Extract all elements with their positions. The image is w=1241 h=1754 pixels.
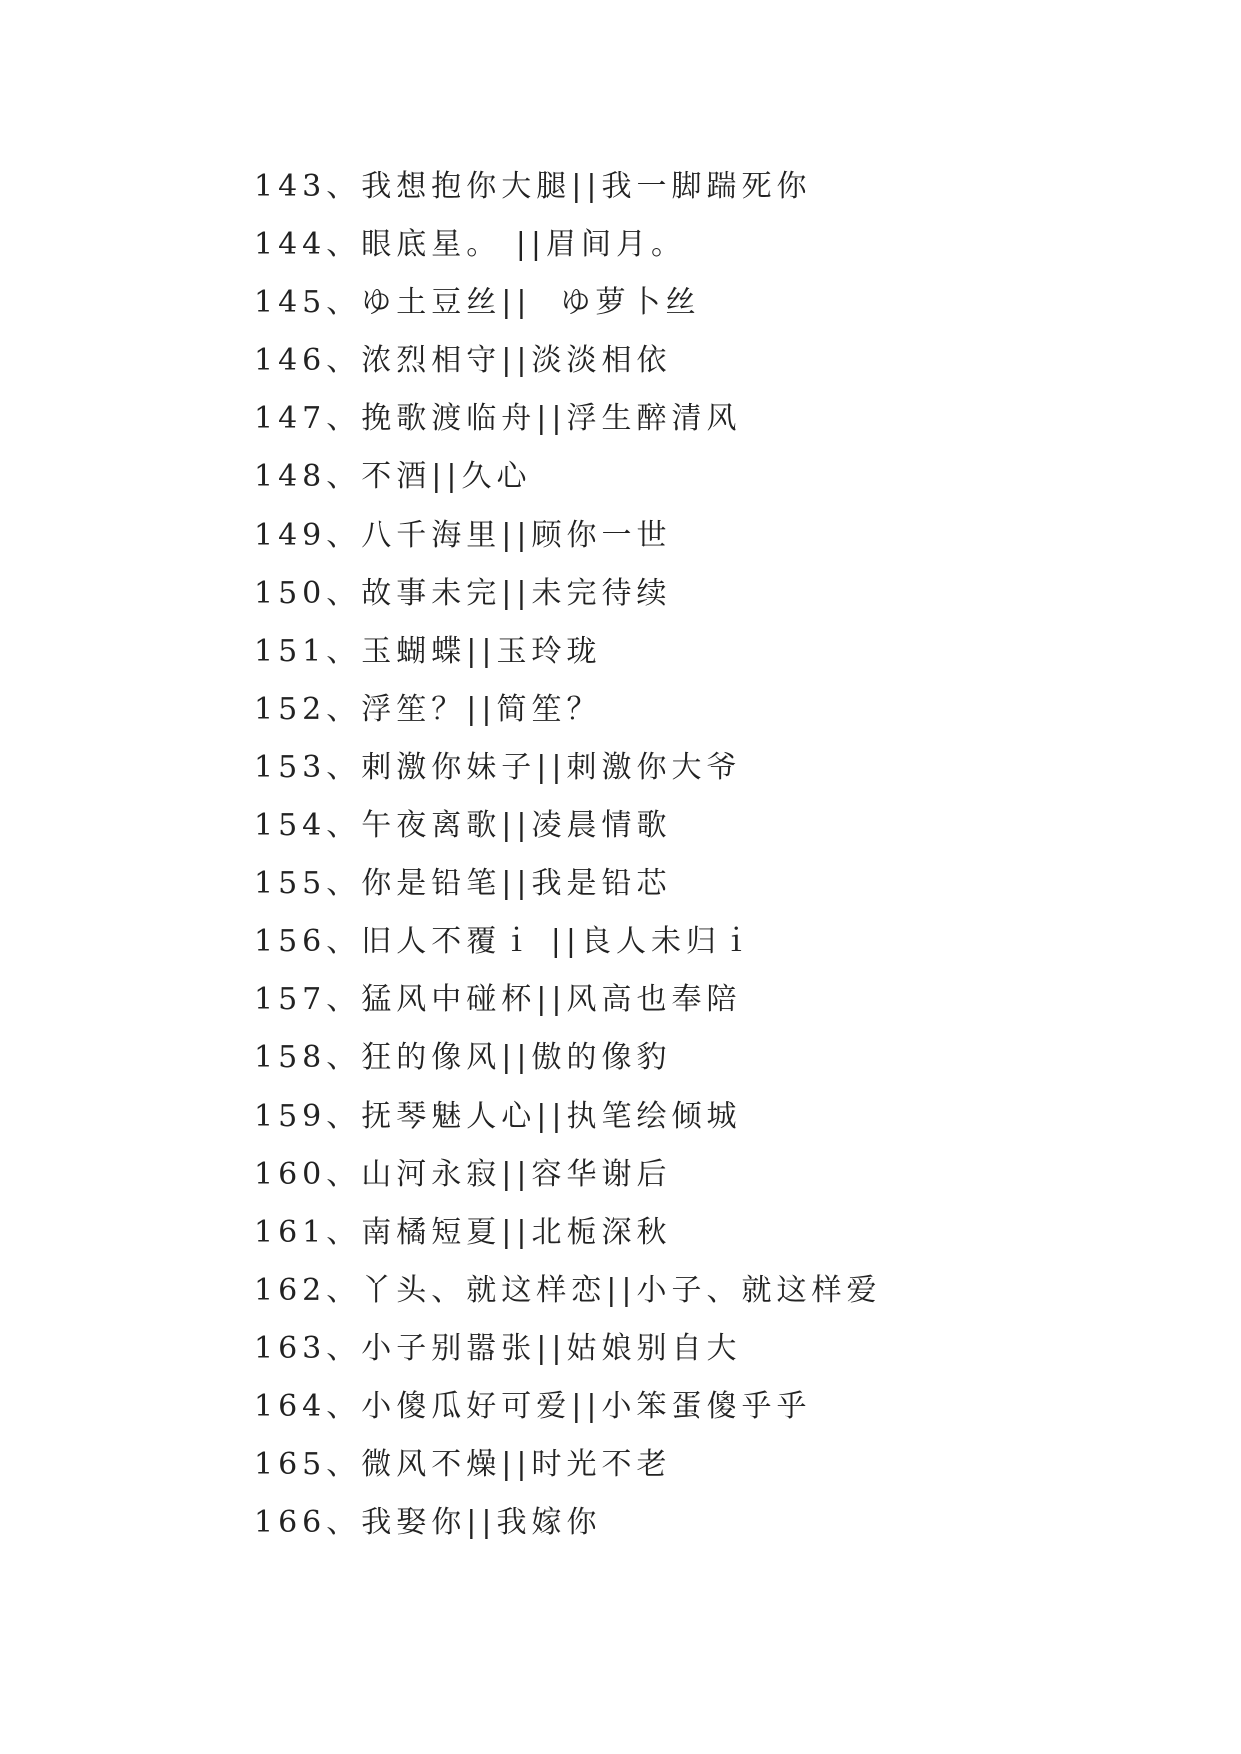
list-item: 145、ゆ土豆丝|| ゆ萝卜丝 [254, 285, 701, 321]
list-item: 165、微风不燥||时光不老 [254, 1447, 672, 1483]
list-item: 159、抚琴魅人心||执笔绘倾城 [254, 1098, 742, 1134]
list-item: 149、八千海里||顾你一世 [254, 517, 672, 553]
list-item: 164、小傻瓜好可爱||小笨蛋傻乎乎 [254, 1388, 812, 1424]
list-item: 154、午夜离歌||凌晨情歌 [254, 808, 672, 844]
list-item: 143、我想抱你大腿||我一脚踹死你 [254, 169, 812, 204]
list-item: 153、刺激你妹子||刺激你大爷 [254, 749, 742, 785]
list-item: 156、旧人不覆ｉ ||良人未归ｉ [254, 924, 757, 960]
entry-list [254, 158, 881, 1552]
list-item: 166、我娶你||我嫁你 [254, 1505, 602, 1541]
list-item: 147、挽歌渡临舟||浮生醉清风 [254, 401, 742, 437]
list-item: 160、山河永寂||容华谢后 [254, 1156, 672, 1192]
list-item: 152、浮笙？||简笙？ [254, 691, 602, 727]
list-item: 146、浓烈相守||淡淡相依 [254, 343, 672, 379]
list-item: 162、丫头、就这样恋||小子、就这样爱 [254, 1272, 882, 1308]
list-item: 151、玉蝴蝶||玉玲珑 [254, 633, 602, 669]
list-item: 144、眼底星。 ||眉间月。 [254, 227, 687, 263]
list-item: 148、不酒||久心 [254, 459, 532, 495]
list-item: 161、南橘短夏||北栀深秋 [254, 1214, 672, 1250]
list-item: 155、你是铅笔||我是铅芯 [254, 866, 672, 902]
list-item: 158、狂的像风||傲的像豹 [254, 1040, 672, 1076]
list-item: 163、小子别嚣张||姑娘别自大 [254, 1330, 742, 1366]
list-item: 150、故事未完||未完待续 [254, 575, 672, 611]
list-item: 157、猛风中碰杯||风高也奉陪 [254, 982, 742, 1018]
